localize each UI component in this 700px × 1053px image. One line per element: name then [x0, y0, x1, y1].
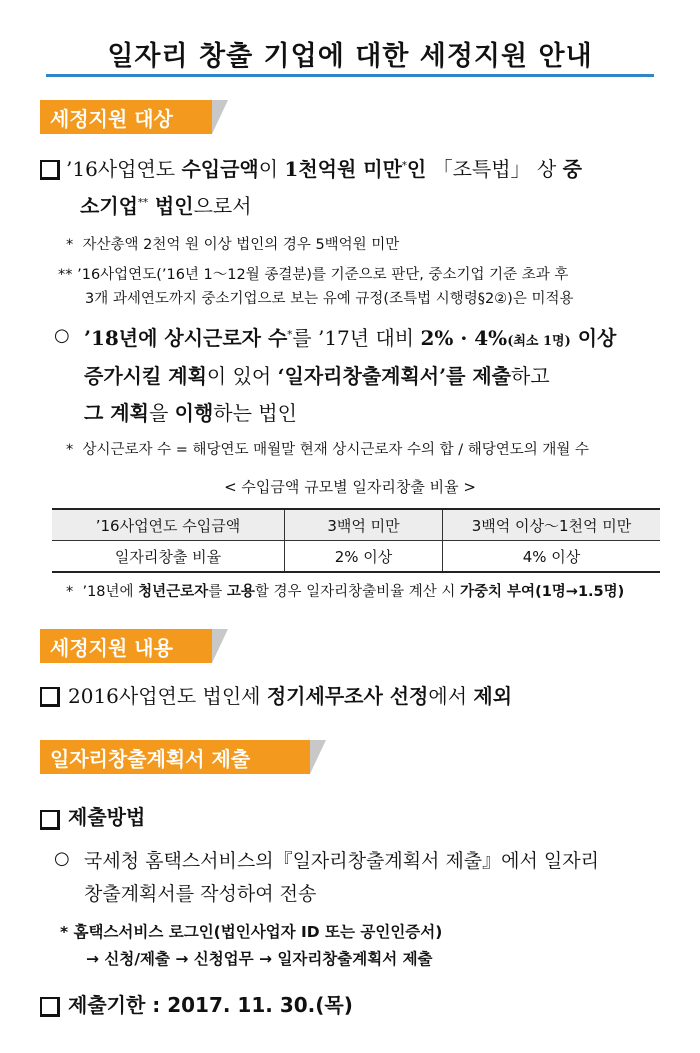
- cond-line2: 증가시킬 계획이 있어 ‘일자리창출계획서’를 제출하고: [84, 364, 550, 388]
- double-asterisk: **: [58, 267, 73, 283]
- table-caption: < 수입금액 규모별 일자리창출 비율 >: [224, 478, 476, 496]
- section-title: 일자리창출계획서 제출: [50, 747, 251, 771]
- method-line2: 창출계획서를 작성하여 전송: [84, 883, 317, 905]
- note-asset: * 자산총액 2천억 원 이상 법인의 경우 5백억원 미만: [66, 237, 400, 253]
- asterisk: *: [66, 237, 74, 253]
- table-header-row: [52, 509, 660, 541]
- checkbox-icon: [40, 997, 60, 1017]
- section-bar-shadow: [212, 629, 228, 663]
- cond-line3: 그 계획을 이행하는 법인: [84, 401, 297, 425]
- circle-bullet: ○: [54, 325, 70, 346]
- ratio-table: [52, 508, 660, 573]
- submit-path: → 신청/제출 → 신청업무 → 일자리창출계획서 제출: [86, 950, 433, 968]
- title-underline: [46, 74, 654, 77]
- target-main-line2: 소기업** 법인으로서: [80, 194, 252, 218]
- section-header-submit: [40, 740, 251, 774]
- checkbox-icon: [40, 810, 60, 830]
- target-main-line1: ’16사업연도 수입금액이 1천억원 미만*인 「조특법」 상 중: [66, 157, 582, 181]
- table-header-cell: 3백억 이상～1천억 미만: [443, 509, 661, 541]
- note-sme-line2: 3개 과세연도까지 중소기업으로 보는 유예 규정(조특법 시행령§2②)은 미적용: [85, 291, 574, 307]
- deadline: 제출기한 : 2017. 11. 30.(목): [68, 993, 353, 1017]
- section-header-target: [40, 100, 228, 134]
- section-title: 세정지원 내용: [50, 636, 173, 660]
- section-title: 세정지원 대상: [50, 107, 173, 131]
- section-bar-shadow: [212, 100, 228, 134]
- page-title: 일자리 창출 기업에 대한 세정지원 안내: [107, 41, 593, 72]
- method-line1: 국세청 홈택스서비스의『일자리창출계획서 제출』에서 일자리: [84, 850, 599, 872]
- method-title: 제출방법: [68, 805, 146, 829]
- table-cell: 2% 이상: [285, 541, 443, 573]
- table-cell: 일자리창출 비율: [52, 541, 285, 573]
- content-line: 2016사업연도 법인세 정기세무조사 선정에서 제외: [68, 684, 513, 708]
- table-cell: 4% 이상: [443, 541, 661, 573]
- table-row: [52, 541, 660, 573]
- section-bar-shadow: [310, 740, 326, 774]
- table-header-cell: ’16사업연도 수입금액: [52, 509, 285, 541]
- section-header-content: [40, 629, 228, 663]
- circle-bullet: ○: [54, 848, 70, 869]
- checkbox-icon: [40, 687, 60, 707]
- checkbox-icon: [40, 160, 60, 180]
- login-note: * 홈택스서비스 로그인(법인사업자 ID 또는 공인인증서): [60, 923, 443, 941]
- note-sme-line1: ** ’16사업연도(’16년 1～12월 종결분)를 기준으로 판단, 중소기업 기준 초과 후: [58, 267, 569, 283]
- cond-line1: ’18년에 상시근로자 수*를 ’17년 대비 2% · 4%(최소 1명) 이상: [84, 326, 617, 350]
- table-header-cell: 3백억 미만: [285, 509, 443, 541]
- note-youth: * ’18년에 청년근로자를 고용할 경우 일자리창출비율 계산 시 가중치 부여(1명→1.5명): [66, 584, 625, 600]
- note-employees: * 상시근로자 수 = 해당연도 매월말 현재 상시근로자 수의 합 / 해당연도의 개월 수: [66, 442, 590, 458]
